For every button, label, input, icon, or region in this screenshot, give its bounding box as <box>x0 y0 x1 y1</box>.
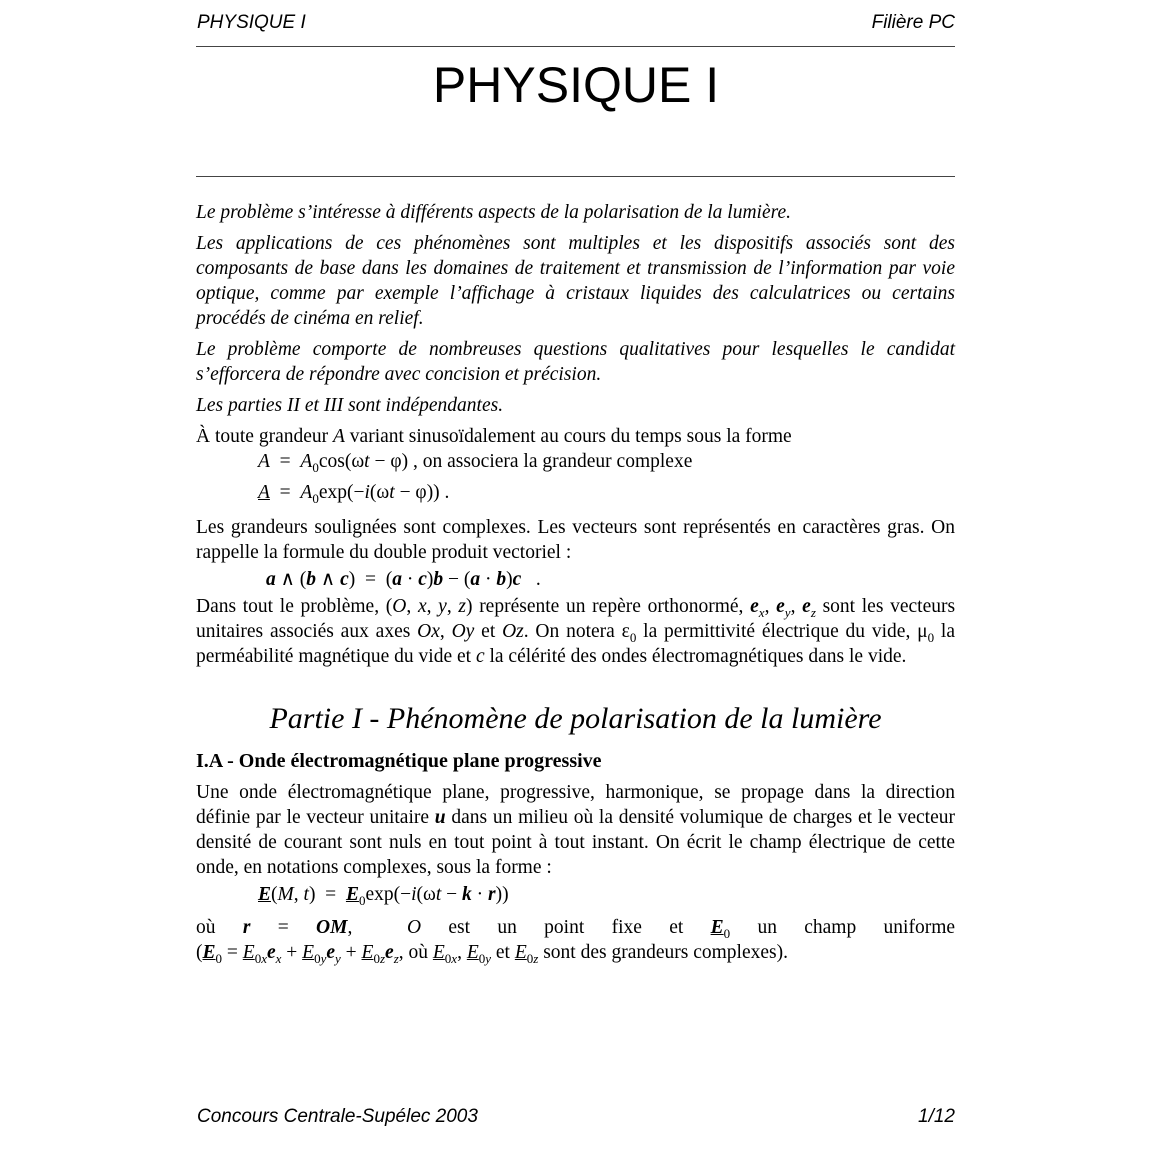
footer-page-number: 1/12 <box>918 1106 955 1127</box>
section-paragraph-2: où r = OM, O est un point fixe et $E_0$ un champ uniforme <box>196 917 956 941</box>
equation-double-cross-product: a ∧ (b ∧ c) = (a · c)b − (a · b)c . <box>266 569 541 590</box>
notation-paragraph-1: À toute grandeur A variant sinusoïdalement au cours du temps sous la forme <box>196 426 792 447</box>
equation-complex-form: $A = A_0\exp(-i(\omega t - \varphi))$ . <box>258 482 450 506</box>
section-paragraph-3: ($E_0 = E_{0x}e_x + E_{0y}e_y + E_{0z}e_z$, où $E_{0x}$, $E_{0y}$ et $E_{0z}$ sont des grandeurs complexes). <box>196 942 788 966</box>
part-title: Partie I - Phénomène de polarisation de la lumière <box>269 702 882 735</box>
equation-electric-field: E(M, $t) = E_0\exp(-i(\omega t - k \cdot r))$ <box>258 884 509 908</box>
intro-paragraph-4: Les parties II et III sont indépendantes. <box>196 395 504 416</box>
section-title: I.A - Onde électromagnétique plane progressive <box>196 750 602 772</box>
header-subject: PHYSIQUE I <box>197 12 306 33</box>
document-body <box>196 200 955 971</box>
footer-contest: Concours Centrale-Supélec 2003 <box>197 1106 478 1127</box>
section-paragraph-1: Une onde électromagnétique plane, progressive, harmonique, se propage dans la direction définie par le vecteur unitaire u dans un milieu où la densité volumique de charges et le vecteur densité de courant sont nuls en tout point à tout instant. On écrit le champ électrique de cette onde, en notations complexes, sous la forme : <box>196 782 955 878</box>
intro-paragraph-3: Le problème comporte de nombreuses questions qualitatives pour lesquelles le candidat s’efforcera de répondre avec concision et précision. <box>196 339 955 385</box>
intro-paragraph-1: Le problème s’intéresse à différents aspects de la polarisation de la lumière. <box>196 202 792 223</box>
header-track: Filière PC <box>871 12 955 33</box>
title-rule <box>196 176 955 177</box>
notation-paragraph-3: Dans tout le problème, (O, x, y, z) représente un repère orthonormé, $e_x$, $e_y$, $e_z$ sont les vecteurs unitaires associés aux axes Ox, Oy et Oz. On notera $\varepsilon_0$ la permittivité électrique du vide, $\mu_0$ la perméabilité magnétique du vide et c la célérité des ondes électromagnétiques dans le vide. <box>196 596 956 667</box>
header-rule <box>196 46 955 47</box>
equation-real-form: $A = A_0\cos(\omega t - \varphi)$ , on associera la grandeur complexe <box>258 451 693 475</box>
page-title: PHYSIQUE I <box>432 57 720 113</box>
intro-paragraph-2: Les applications de ces phénomènes sont multiples et les dispositifs associés sont des composants de base dans les domaines de traitement et transmission de l’information par voie optique, comme par exemple l’affichage à cristaux liquides des calculatrices ou certains procédés de cinéma en relief. <box>196 233 955 329</box>
notation-paragraph-2: Les grandeurs soulignées sont complexes. Les vecteurs sont représentés en caractères gras. On rappelle la formule du double produit vectoriel : <box>196 517 955 563</box>
